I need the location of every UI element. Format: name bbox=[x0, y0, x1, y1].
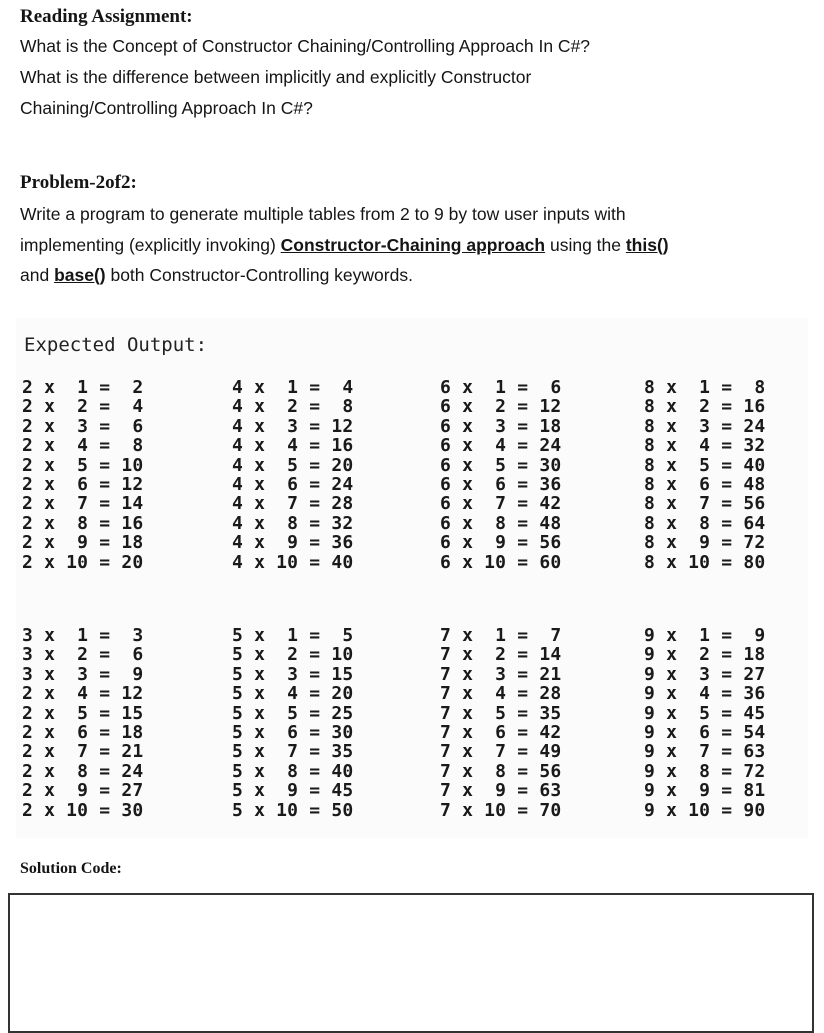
table-row: 6 x 10 = 60 bbox=[440, 551, 562, 573]
table-row: 4 x 10 = 40 bbox=[232, 551, 354, 573]
table-row: 3 x 3 = 9 bbox=[22, 663, 144, 685]
table-row: 3 x 2 = 6 bbox=[22, 644, 144, 666]
table-row: 2 x 8 = 16 bbox=[22, 512, 144, 534]
table-row: 5 x 9 = 45 bbox=[232, 780, 354, 802]
table-row: 7 x 1 = 7 bbox=[440, 625, 562, 646]
table-row: 5 x 5 = 25 bbox=[232, 702, 354, 724]
table-row: 2 x 2 = 4 bbox=[22, 396, 144, 418]
table-row: 8 x 1 = 8 bbox=[644, 377, 766, 398]
table-row: 4 x 4 = 16 bbox=[232, 435, 354, 457]
table-row: 4 x 2 = 8 bbox=[232, 396, 354, 418]
table-row: 4 x 6 = 24 bbox=[232, 474, 354, 495]
table-row: 4 x 7 = 28 bbox=[232, 493, 354, 515]
table-row: 2 x 4 = 8 bbox=[22, 435, 144, 457]
table-row: 8 x 4 = 32 bbox=[644, 435, 766, 457]
table-row: 8 x 8 = 64 bbox=[644, 512, 766, 534]
table-row: 9 x 1 = 9 bbox=[644, 625, 766, 646]
table-row: 7 x 4 = 28 bbox=[440, 683, 562, 705]
table-row: 4 x 8 = 32 bbox=[232, 512, 354, 534]
table-row: 7 x 9 = 63 bbox=[440, 780, 562, 802]
table-row: 6 x 6 = 36 bbox=[440, 474, 562, 495]
table-row: 2 x 4 = 12 bbox=[22, 683, 144, 705]
problem-heading: Problem-2of2: bbox=[20, 172, 137, 193]
table-row: 8 x 9 = 72 bbox=[644, 532, 766, 554]
table-row: 5 x 7 = 35 bbox=[232, 741, 354, 763]
table-row: 8 x 10 = 80 bbox=[644, 551, 766, 573]
table-row: 2 x 3 = 6 bbox=[22, 415, 144, 437]
table-row: 2 x 7 = 14 bbox=[22, 493, 144, 515]
table-row: 5 x 10 = 50 bbox=[232, 799, 354, 821]
problem-line-3-post: both Constructor-Controlling keywords. bbox=[105, 265, 413, 285]
table-row: 2 x 10 = 30 bbox=[22, 799, 144, 821]
table-row: 6 x 5 = 30 bbox=[440, 454, 562, 476]
problem-line-1: Write a program to generate multiple tables from 2 to 9 by tow user inputs with bbox=[20, 204, 626, 224]
table-row: 5 x 8 = 40 bbox=[232, 760, 354, 782]
table-row: 8 x 3 = 24 bbox=[644, 415, 766, 437]
table-row: 2 x 1 = 2 bbox=[22, 377, 144, 398]
constructor-chaining-link: Constructor-Chaining approach bbox=[280, 235, 546, 255]
problem-line-2-text: implementing (explicitly invoking) bbox=[20, 235, 281, 255]
table-row: 7 x 3 = 21 bbox=[440, 663, 562, 685]
table-row: 6 x 9 = 56 bbox=[440, 532, 562, 554]
reading-assignment-heading: Reading Assignment: bbox=[20, 6, 193, 27]
table-row: 9 x 6 = 54 bbox=[644, 722, 766, 743]
table-row: 9 x 10 = 90 bbox=[644, 799, 766, 821]
table-row: 7 x 2 = 14 bbox=[440, 644, 562, 666]
table-row: 6 x 4 = 24 bbox=[440, 435, 562, 457]
problem-line-2-mid: using the bbox=[545, 235, 626, 255]
table-row: 5 x 3 = 15 bbox=[232, 663, 354, 685]
expected-output-label: Expected Output: bbox=[24, 334, 208, 356]
table-row: 5 x 6 = 30 bbox=[232, 722, 354, 743]
table-row: 6 x 8 = 48 bbox=[440, 512, 562, 534]
table-row: 2 x 5 = 10 bbox=[22, 454, 144, 476]
table-row: 2 x 5 = 15 bbox=[22, 702, 144, 724]
table-row: 7 x 10 = 70 bbox=[440, 799, 562, 821]
table-row: 2 x 9 = 27 bbox=[22, 780, 144, 802]
table-row: 2 x 10 = 20 bbox=[22, 551, 144, 573]
table-row: 7 x 8 = 56 bbox=[440, 760, 562, 782]
table-row: 7 x 7 = 49 bbox=[440, 741, 562, 763]
table-row: 9 x 3 = 27 bbox=[644, 663, 766, 685]
table-row: 7 x 6 = 42 bbox=[440, 722, 562, 743]
reading-question-line-2: What is the difference between implicitly and explicitly Constructor bbox=[20, 67, 532, 87]
table-row: 4 x 5 = 20 bbox=[232, 454, 354, 476]
table-row: 2 x 6 = 18 bbox=[22, 722, 144, 743]
table-row: 8 x 6 = 48 bbox=[644, 474, 766, 495]
table-row: 3 x 1 = 3 bbox=[22, 625, 144, 646]
table-row: 2 x 9 = 18 bbox=[22, 532, 144, 554]
table-row: 4 x 3 = 12 bbox=[232, 415, 354, 437]
table-row: 8 x 5 = 40 bbox=[644, 454, 766, 476]
table-row: 9 x 4 = 36 bbox=[644, 683, 766, 705]
table-row: 8 x 7 = 56 bbox=[644, 493, 766, 515]
table-row: 2 x 6 = 12 bbox=[22, 474, 144, 495]
table-row: 6 x 2 = 12 bbox=[440, 396, 562, 418]
table-row: 9 x 2 = 18 bbox=[644, 644, 766, 666]
table-row: 8 x 2 = 16 bbox=[644, 396, 766, 418]
this-keyword: this() bbox=[625, 235, 669, 255]
table-row: 6 x 3 = 18 bbox=[440, 415, 562, 437]
table-row: 4 x 9 = 36 bbox=[232, 532, 354, 554]
table-row: 2 x 7 = 21 bbox=[22, 741, 144, 763]
table-row: 9 x 5 = 45 bbox=[644, 702, 766, 724]
table-row: 2 x 8 = 24 bbox=[22, 760, 144, 782]
table-row: 9 x 9 = 81 bbox=[644, 780, 766, 802]
table-row: 9 x 8 = 72 bbox=[644, 760, 766, 782]
reading-question-line-3: Chaining/Controlling Approach In C#? bbox=[20, 98, 313, 118]
table-row: 5 x 1 = 5 bbox=[232, 625, 354, 646]
table-row: 9 x 7 = 63 bbox=[644, 741, 766, 763]
solution-code-heading: Solution Code: bbox=[20, 860, 122, 877]
table-row: 6 x 1 = 6 bbox=[440, 377, 562, 398]
table-row: 6 x 7 = 42 bbox=[440, 493, 562, 515]
reading-question-line-1: What is the Concept of Constructor Chaining/Controlling Approach In C#? bbox=[20, 36, 591, 56]
table-row: 5 x 4 = 20 bbox=[232, 683, 354, 705]
base-keyword: base() bbox=[54, 265, 106, 285]
table-row: 4 x 1 = 4 bbox=[232, 377, 354, 398]
table-row: 5 x 2 = 10 bbox=[232, 644, 354, 666]
table-row: 7 x 5 = 35 bbox=[440, 702, 562, 724]
solution-code-box[interactable] bbox=[8, 893, 814, 1033]
problem-line-3-pre: and bbox=[20, 265, 55, 285]
